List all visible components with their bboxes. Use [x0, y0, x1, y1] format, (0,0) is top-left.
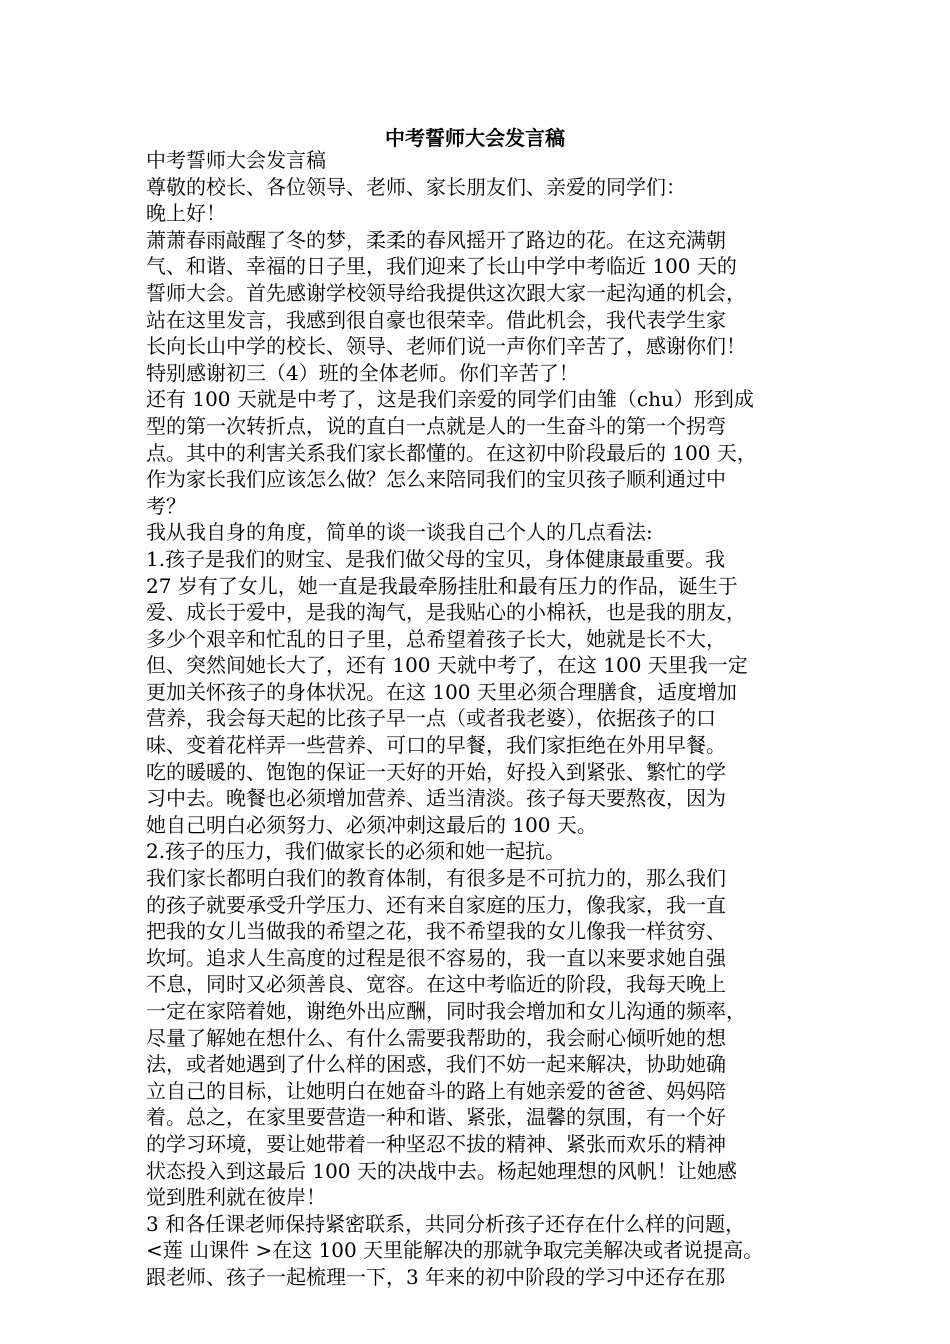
text-line: 2.孩子的压力，我们做家长的必须和她一起抗。: [146, 839, 566, 864]
text-line: 考？: [146, 493, 186, 518]
text-line: 长向长山中学的校长、领导、老师们说一声你们辛苦了，感谢你们！: [146, 334, 746, 359]
text-line: 立自己的目标，让她明白在她奋斗的路上有她亲爱的爸爸、妈妈陪: [146, 1078, 726, 1103]
text-line: 不息，同时又必须善良、宽容。在这中考临近的阶段，我每天晚上: [146, 972, 726, 997]
text-line: 尽量了解她在想什么、有什么需要我帮助的，我会耐心倾听她的想: [146, 1025, 726, 1050]
text-line: 她自己明白必须努力、必须冲刺这最后的 100 天。: [146, 812, 597, 837]
text-line: 作为家长我们应该怎么做？怎么来陪同我们的宝贝孩子顺利通过中: [146, 467, 726, 492]
text-line: 特别感谢初三（4）班的全体老师。你们辛苦了！: [146, 360, 579, 385]
text-line: 我从我自身的角度，简单的谈一谈我自己个人的几点看法:: [146, 520, 653, 545]
text-line: 誓师大会。首先感谢学校领导给我提供这次跟大家一起沟通的机会，: [146, 280, 746, 305]
text-line: 觉到胜利就在彼岸！: [146, 1185, 326, 1210]
text-line: 站在这里发言，我感到很自豪也很荣幸。借此机会，我代表学生家: [146, 307, 726, 332]
text-line: 3 和各任课老师保持紧密联系，共同分析孩子还存在什么样的问题，: [146, 1211, 746, 1236]
text-line: 一定在家陪着她，谢绝外出应酬，同时我会增加和女儿沟通的频率，: [146, 999, 746, 1023]
text-line: 味、变着花样弄一些营养、可口的早餐，我们家拒绝在外用早餐。: [146, 733, 726, 758]
text-line: 型的第一次转折点，说的直白一点就是人的一生奋斗的第一个拐弯: [146, 413, 726, 438]
text-line: 我们家长都明白我们的教育体制，有很多是不可抗力的，那么我们: [146, 866, 726, 891]
text-line: 尊敬的校长、各位领导、老师、家长朋友们、亲爱的同学们：: [146, 174, 686, 199]
text-line: 27 岁有了女儿，她一直是我最牵肠挂肚和最有压力的作品，诞生于: [146, 573, 738, 598]
text-line: 还有 100 天就是中考了，这是我们亲爱的同学们由雏（chu）形到成: [146, 387, 754, 412]
text-line: 跟老师、孩子一起梳理一下，3 年来的初中阶段的学习中还存在那: [146, 1264, 726, 1289]
text-line: 坎坷。追求人生高度的过程是很不容易的，我一直以来要求她自强: [146, 945, 726, 970]
text-line: <莲 山课件 >在这 100 天里能解决的那就争取完美解决或者说提高。: [146, 1238, 764, 1263]
text-line: 的学习环境，要让她带着一种坚忍不拔的精神、紧张而欢乐的精神: [146, 1131, 726, 1156]
text-line: 晚上好！: [146, 201, 226, 226]
text-line: 把我的女儿当做我的希望之花，我不希望我的女儿像我一样贫穷、: [146, 919, 726, 944]
text-line: 着。总之，在家里要营造一种和谐、紧张，温馨的氛围，有一个好: [146, 1105, 726, 1130]
text-line: 状态投入到这最后 100 天的决战中去。杨起她理想的风帆！让她感: [146, 1158, 737, 1183]
text-line: 气、和谐、幸福的日子里，我们迎来了长山中学中考临近 100 天的: [146, 254, 737, 279]
text-line: 多少个艰辛和忙乱的日子里，总希望着孩子长大，她就是长不大，: [146, 626, 726, 651]
text-line: 但、突然间她长大了，还有 100 天就中考了，在这 100 天里我一定: [146, 653, 748, 678]
text-line: 点。其中的利害关系我们家长都懂的。在这初中阶段最后的 100 天，: [146, 440, 757, 465]
text-line: 更加关怀孩子的身体状况。在这 100 天里必须合理膳食，适度增加: [146, 679, 737, 704]
text-line: 中考誓师大会发言稿: [146, 148, 326, 172]
text-line: 法，或者她遇到了什么样的困惑，我们不妨一起来解决，协助她确: [146, 1052, 726, 1077]
document-title: 中考誓师大会发言稿: [385, 126, 565, 150]
text-line: 的孩子就要承受升学压力、还有来自家庭的压力，像我家，我一直: [146, 892, 726, 917]
document-body: [146, 147, 826, 1291]
text-line: 习中去。晚餐也必须增加营养、适当清淡。孩子每天要熬夜，因为: [146, 786, 726, 811]
text-line: 爱、成长于爱中，是我的淘气，是我贴心的小棉袄，也是我的朋友，: [146, 600, 746, 625]
text-line: 1.孩子是我们的财宝、是我们做父母的宝贝，身体健康最重要。我: [146, 546, 726, 571]
text-line: 吃的暖暖的、饱饱的保证一天好的开始，好投入到紧张、繁忙的学: [146, 759, 726, 784]
text-line: 萧萧春雨敲醒了冬的梦，柔柔的春风摇开了路边的花。在这充满朝: [146, 227, 726, 252]
text-line: 营养，我会每天起的比孩子早一点（或者我老婆），依据孩子的口: [146, 706, 716, 731]
